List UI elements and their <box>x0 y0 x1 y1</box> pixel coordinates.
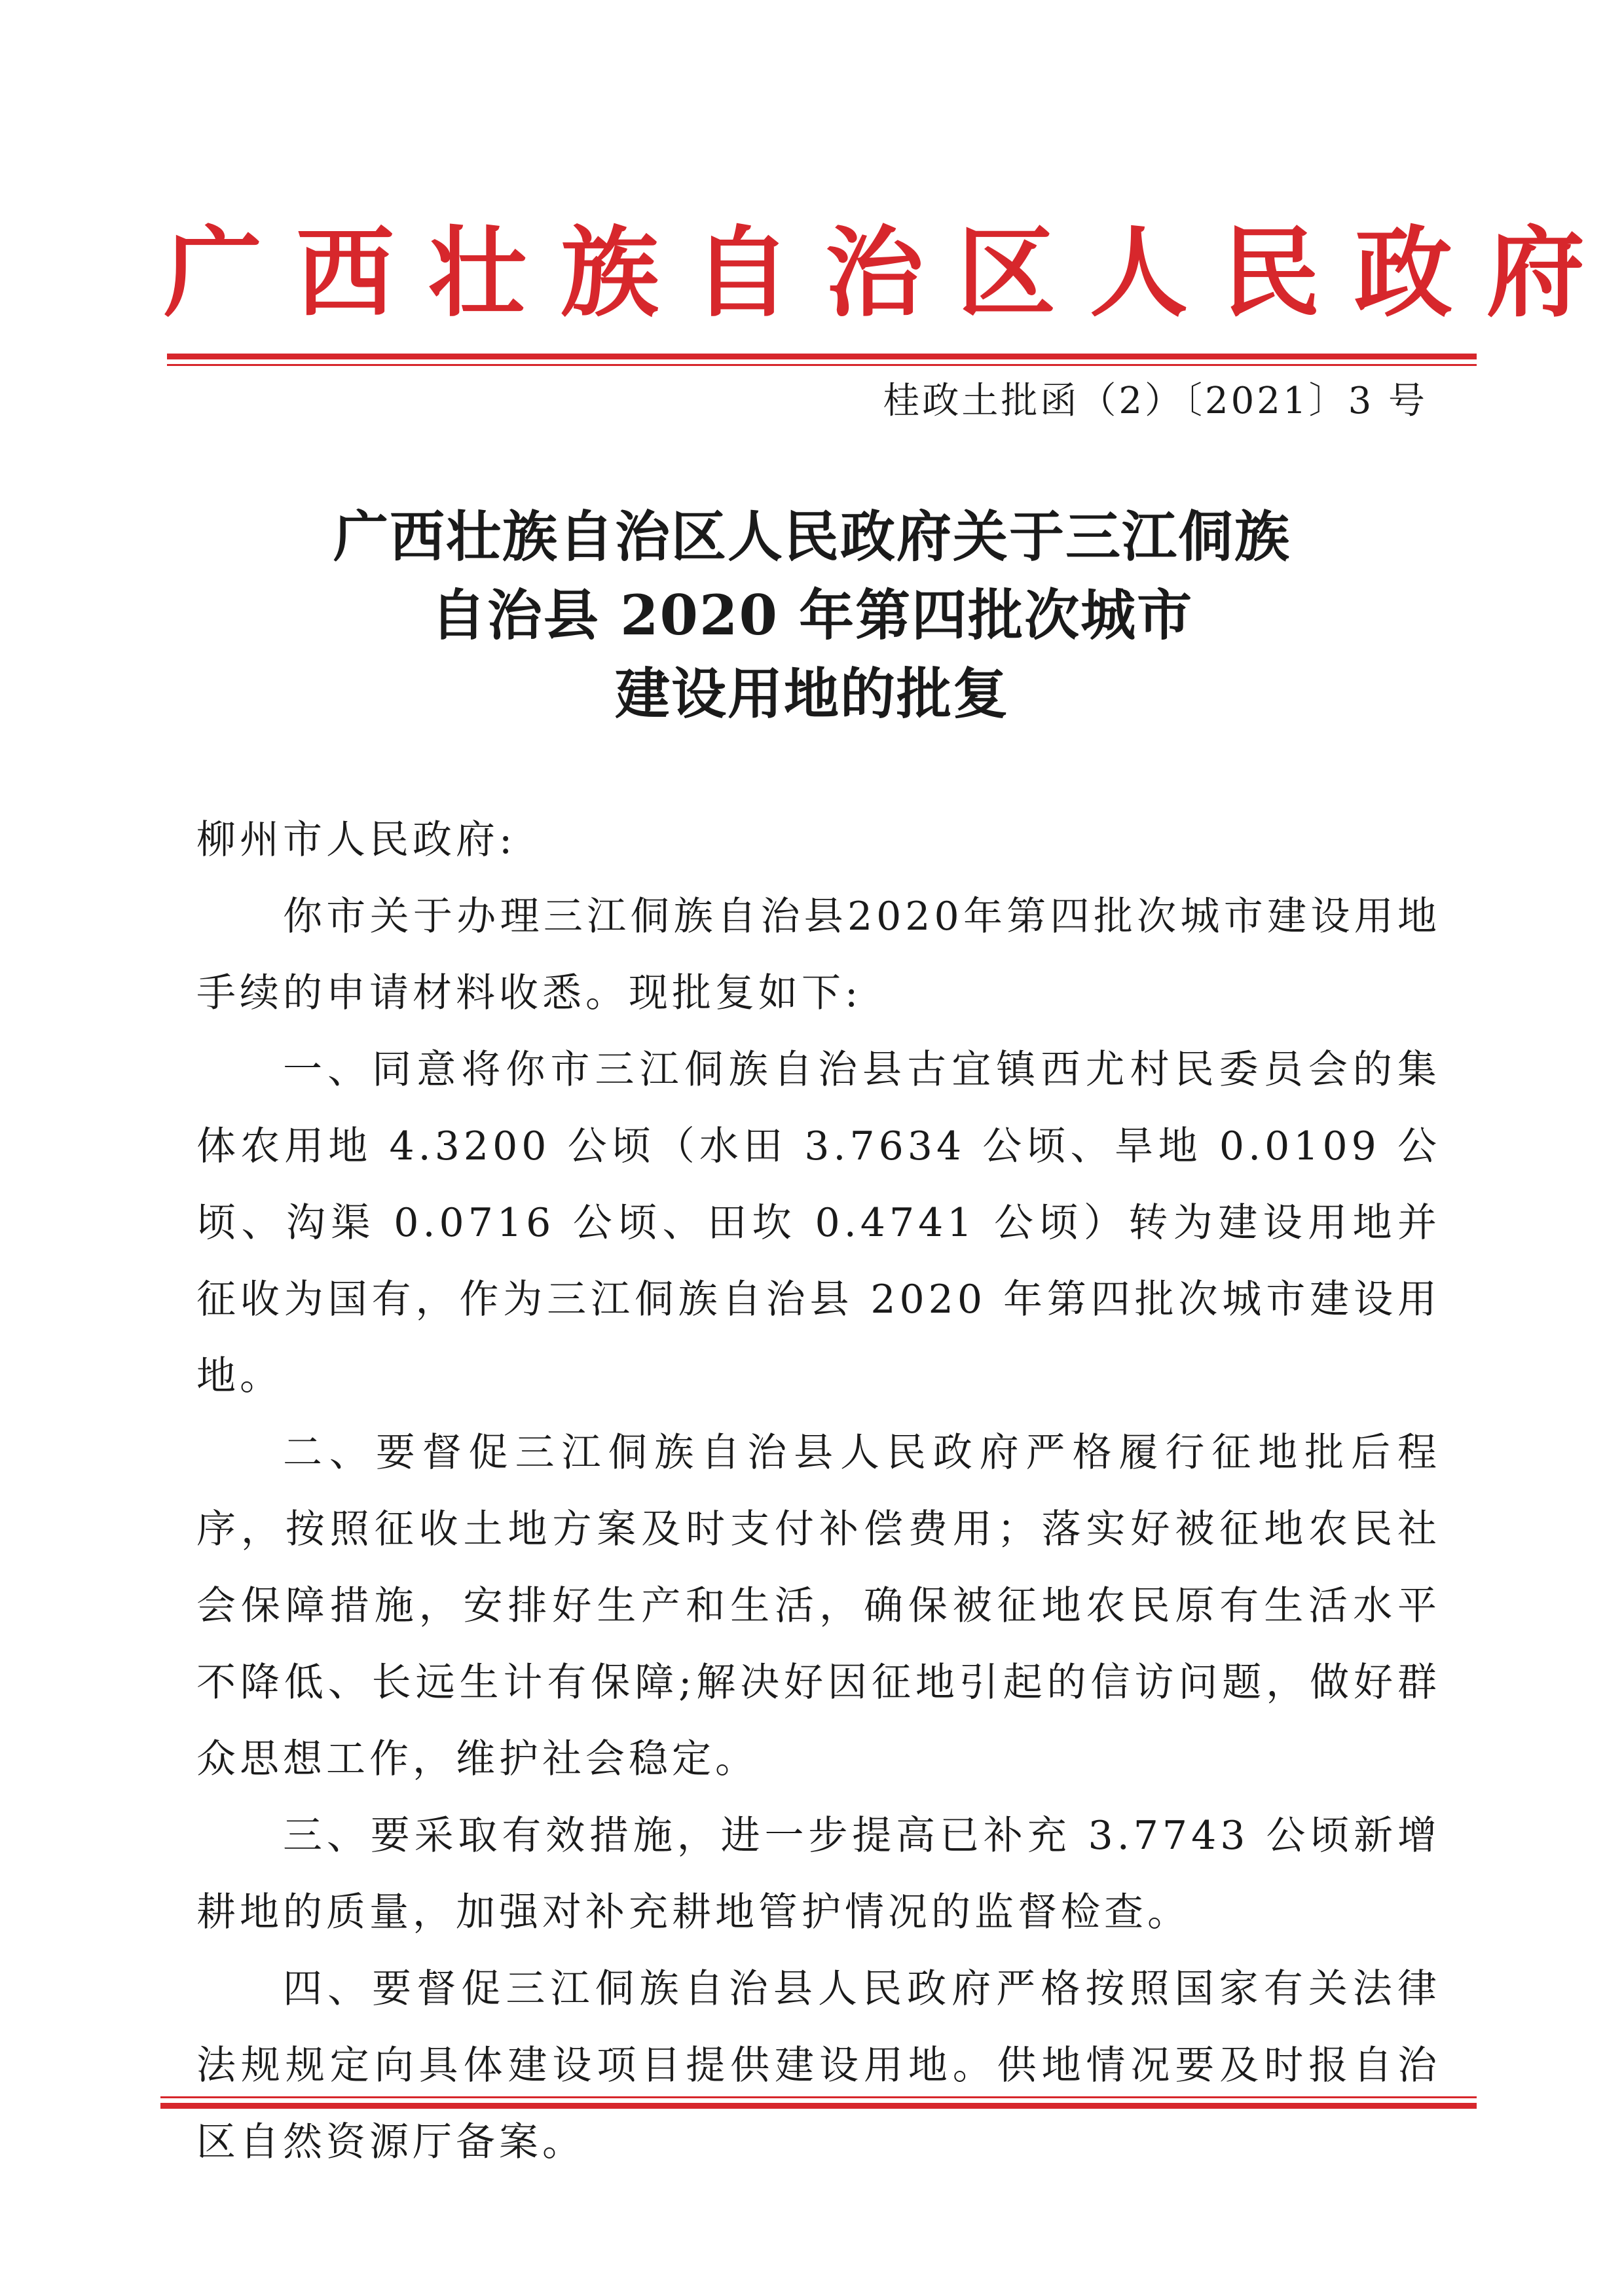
body-paragraph: 一、同意将你市三江侗族自治县古宜镇西尤村民委员会的集体农用地 4.3200 公顷（水田 3.7634 公顷、旱地 0.0109 公顷、沟渠 0.0716 公顷、田坎 0.4741 公顷）转为建设用地并征收为国有，作为三江侗族自治县 2020 年第四批次城市建设用地。 <box>196 1047 1441 1399</box>
title-line: 建设用地的批复 <box>614 661 1009 726</box>
footer-rule-thick <box>160 2103 1477 2109</box>
body-paragraph: 四、要督促三江侗族自治县人民政府严格按照国家有关法律法规规定向具体建设项目提供建设用地。供地情况要及时报自治区自然资源厅备案。 <box>196 1966 1441 2165</box>
title-line: 广西壮族自治区人民政府关于三江侗族 <box>333 504 1291 569</box>
document-title <box>157 498 1467 733</box>
document-body <box>196 802 1441 2181</box>
document-number: 桂政土批函（2）〔2021〕3 号 <box>883 380 1428 422</box>
body-paragraph: 你市关于办理三江侗族自治县2020年第四批次城市建设用地手续的申请材料收悉。现批复如下: <box>196 894 1441 1016</box>
salutation: 柳州市人民政府: <box>196 817 517 863</box>
body-paragraph: 三、要采取有效措施，进一步提高已补充 3.7743 公顷新增耕地的质量，加强对补充耕地管护情况的监督检查。 <box>196 1813 1441 1935</box>
title-line: 自治县 2020 年第四批次城市 <box>430 583 1194 647</box>
body-paragraph: 二、要督促三江侗族自治县人民政府严格履行征地批后程序，按照征收土地方案及时支付补偿费用；落实好被征地农民社会保障措施，安排好生产和生活，确保被征地农民原有生活水平不降低、长远生计有保障;解决好因征地引起的信访问题，做好群众思想工作，维护社会稳定。 <box>196 1430 1441 1782</box>
footer-rule-thin <box>160 2096 1477 2098</box>
header-rule-thin <box>167 364 1477 366</box>
issuing-authority-header: 广西壮族自治区人民政府 <box>164 217 1619 331</box>
header-rule-thick <box>167 354 1477 359</box>
